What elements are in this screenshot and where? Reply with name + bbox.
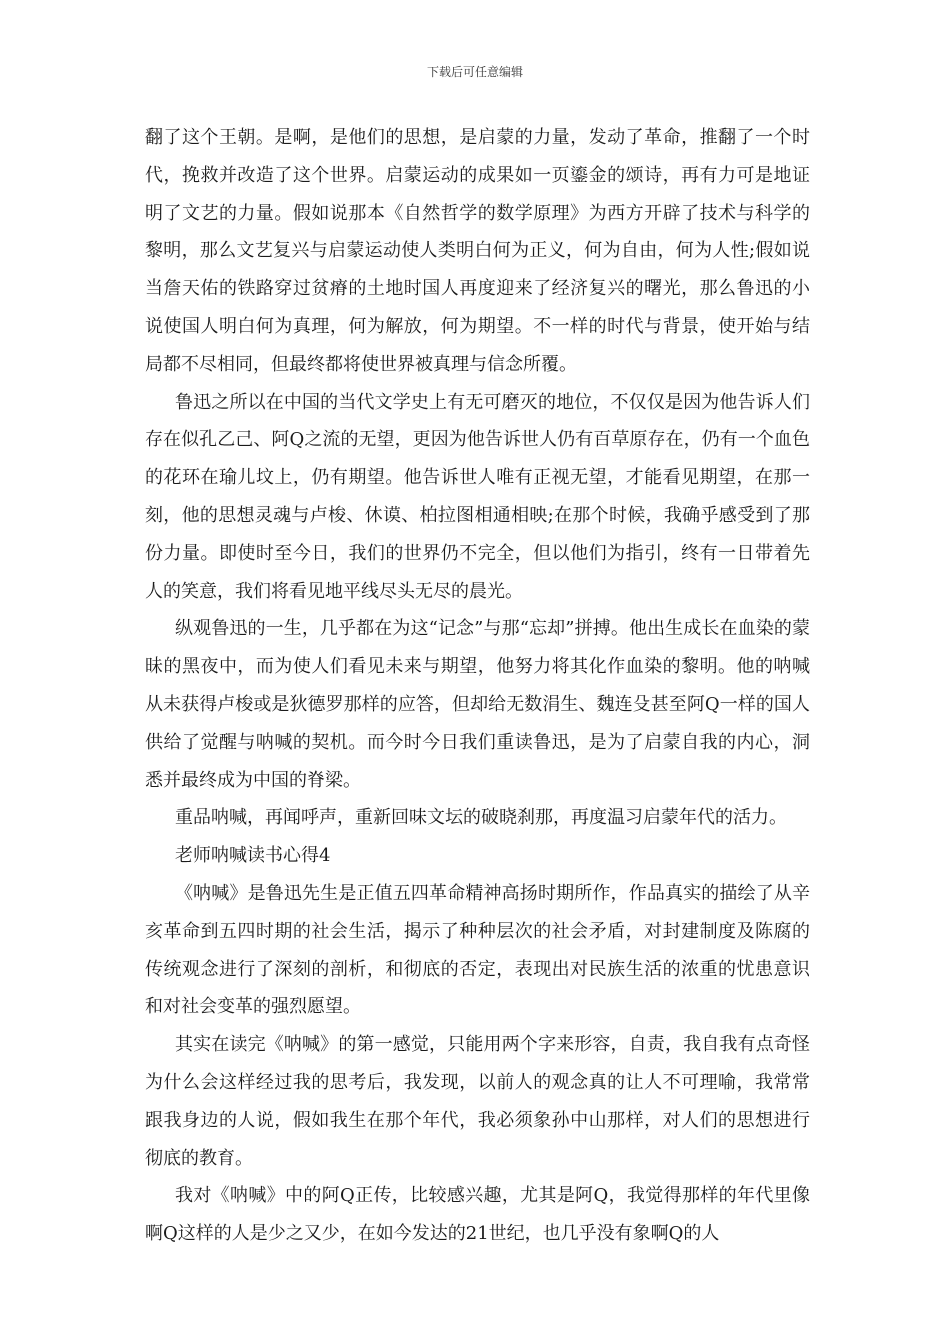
paragraph-3: 纵观鲁迅的一生，几乎都在为这“记念”与那“忘却”拼搏。他出生成长在血染的蒙昧的黑夜中，而为使人们看见未来与期望，他努力将其化作血染的黎明。他的呐喊从未获得卢梭或是狄德罗那样的应答，但却给无数涓生、魏连殳甚至阿Q一样的国人供给了觉醒与呐喊的契机。而今时今日我们重读鲁迅，是为了启蒙自我的内心，洞悉并最终成为中国的脊梁。 [145,618,810,791]
paragraph-4: 重品呐喊，再闻呼声，重新回味文坛的破晓刹那，再度温习启蒙年代的活力。 [175,807,787,829]
paragraph-1: 翻了这个王朝。是啊，是他们的思想，是启蒙的力量，发动了革命，推翻了一个时代，挽救并改造了这个世界。启蒙运动的成果如一页鎏金的颂诗，再有力可是地证明了文艺的力量。假如说那本《自然哲学的数学原理》为西方开辟了技术与科学的黎明，那么文艺复兴与启蒙运动使人类明白何为正义，何为自由，何为人性;假如说当詹天佑的铁路穿过贫瘠的土地时国人再度迎来了经济复兴的曙光，那么鲁迅的小说使国人明白何为真理，何为解放，何为期望。不一样的时代与背景，使开始与结局都不尽相同，但最终都将使世界被真理与信念所覆。 [145,127,810,375]
paragraph-5: 《呐喊》是鲁迅先生是正值五四革命精神高扬时期所作，作品真实的描绘了从辛亥革命到五四时期的社会生活，揭示了种种层次的社会矛盾，对封建制度及陈腐的传统观念进行了深刻的剖析，和彻底的否定，表现出对民族生活的浓重的忧患意识和对社会变革的强烈愿望。 [145,882,810,1018]
paragraph-2: 鲁迅之所以在中国的当代文学史上有无可磨灭的地位，不仅仅是因为他告诉人们存在似孔乙己、阿Q之流的无望，更因为他告诉世人仍有百草原存在，仍有一个血色的花环在瑜儿坟上，仍有期望。他告诉世人唯有正视无望，才能看见期望，在那一刻，他的思想灵魂与卢梭、休谟、柏拉图相通相映;在那个时候，我确乎感受到了那份力量。即使时至今日，我们的世界仍不完全，但以他们为指引，终有一日带着先人的笑意，我们将看见地平线尽头无尽的晨光。 [145,391,810,602]
document-body [145,119,810,1253]
page-header: 下载后可任意编辑 [426,65,523,79]
paragraph-7: 我对《呐喊》中的阿Q正传，比较感兴趣，尤其是阿Q，我觉得那样的年代里像啊Q这样的人是少之又少，在如今发达的21世纪，也几乎没有象啊Q的人 [145,1185,810,1245]
paragraph-6: 其实在读完《呐喊》的第一感觉，只能用两个字来形容，自责，我自我有点奇怪为什么会这样经过我的思考后，我发现，以前人的观念真的让人不可理喻，我常常跟我身边的人说，假如我生在那个年代，我必须象孙中山那样，对人们的思想进行彻底的教育。 [145,1034,810,1169]
section-heading: 老师呐喊读书心得4 [175,845,331,867]
